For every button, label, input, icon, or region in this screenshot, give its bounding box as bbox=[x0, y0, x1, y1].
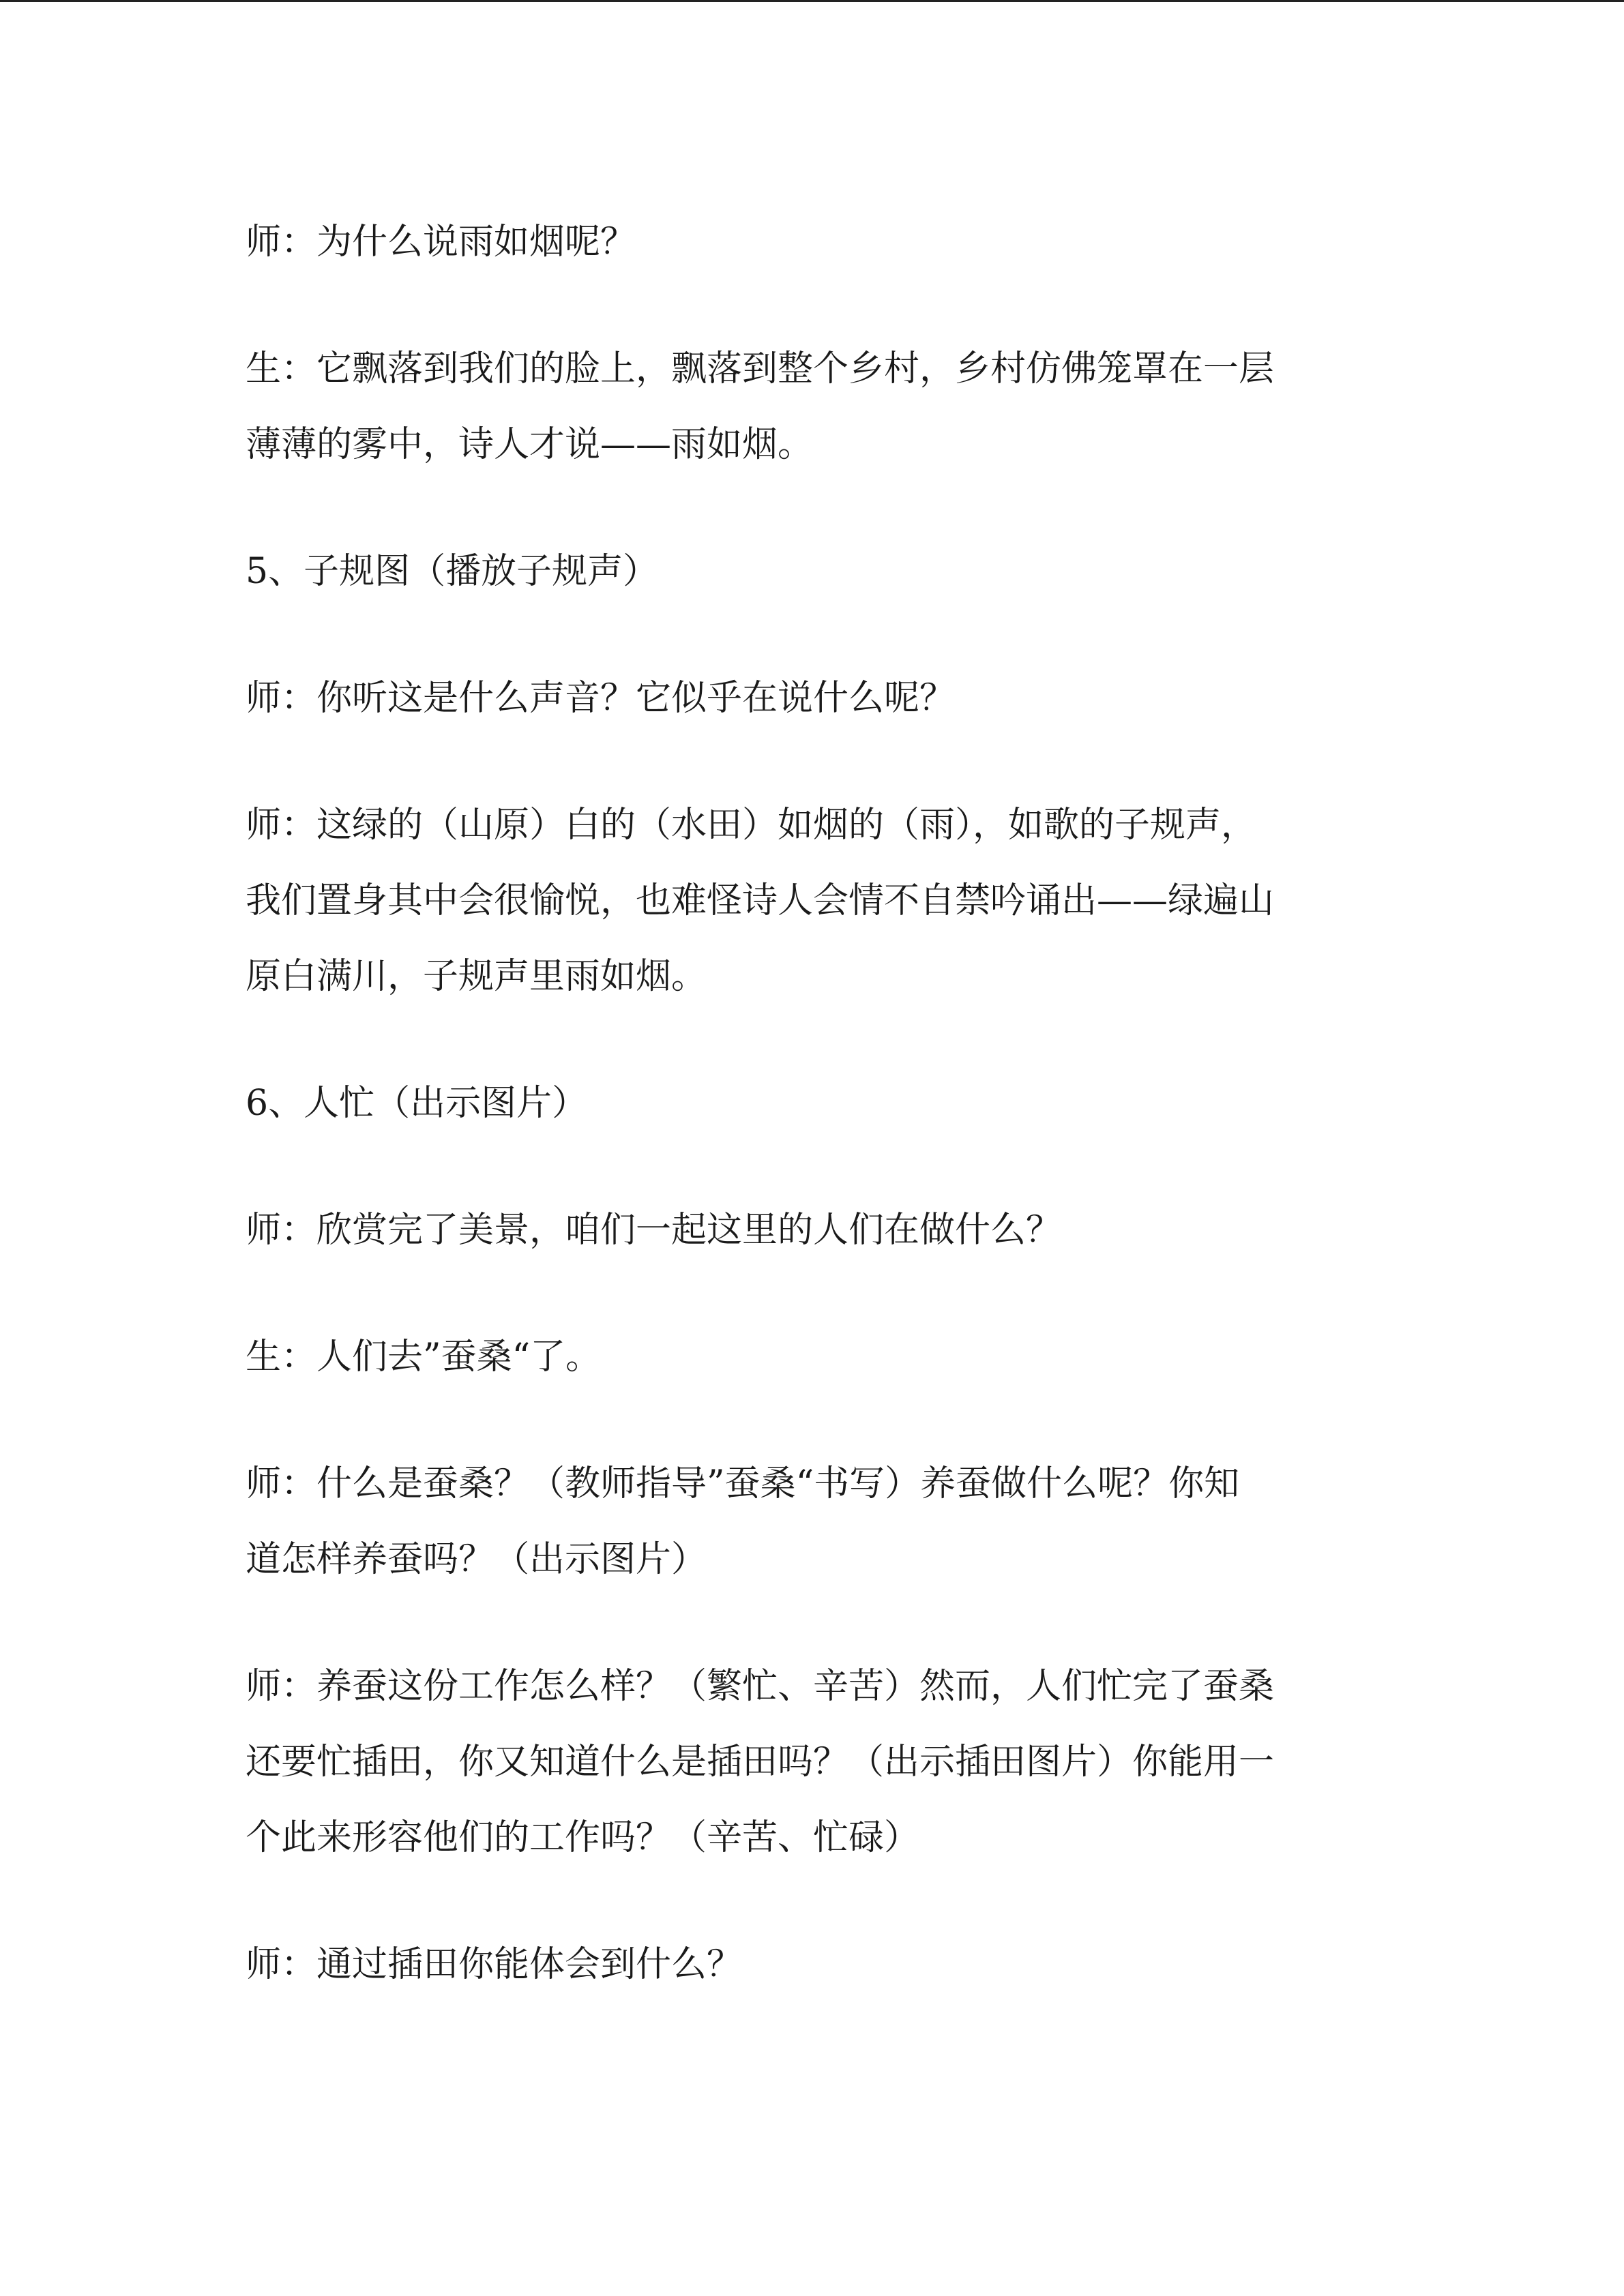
text-line: 师：欣赏完了美景，咱们一起这里的人们在做什么？ bbox=[246, 1210, 1062, 1251]
paragraph bbox=[246, 1320, 1364, 1395]
text-line: 我们置身其中会很愉悦，也难怪诗人会情不自禁吟诵出——绿遍山 bbox=[246, 880, 1275, 921]
paragraph bbox=[246, 661, 1364, 736]
text-line: 6、人忙（出示图片） bbox=[246, 1083, 588, 1124]
text-line: 师：什么是蚕桑？（教师指导”蚕桑“书写）养蚕做什么呢？你知 bbox=[246, 1463, 1240, 1504]
text-line: 师：你听这是什么声音？它似乎在说什么呢？ bbox=[246, 678, 956, 719]
paragraph bbox=[246, 534, 1364, 610]
text-line: 5、子规图（播放子规声） bbox=[246, 551, 659, 592]
text-line: 师：养蚕这份工作怎么样？（繁忙、辛苦）然而，人们忙完了蚕桑 bbox=[246, 1666, 1275, 1707]
text-line: 师：通过插田你能体会到什么？ bbox=[246, 1944, 743, 1985]
document-body bbox=[246, 205, 1364, 2054]
text-line: 道怎样养蚕吗？（出示图片） bbox=[246, 1539, 707, 1580]
top-border-line bbox=[0, 0, 1624, 2]
paragraph bbox=[246, 1649, 1364, 1876]
text-line: 还要忙插田，你又知道什么是插田吗？（出示插田图片）你能用一 bbox=[246, 1742, 1275, 1783]
text-line: 师：这绿的（山原）白的（水田）如烟的（雨），如歌的子规声， bbox=[246, 805, 1257, 846]
paragraph bbox=[246, 331, 1364, 483]
paragraph bbox=[246, 788, 1364, 1015]
paragraph bbox=[246, 205, 1364, 280]
text-line: 薄薄的雾中，诗人才说——雨如烟。 bbox=[246, 424, 814, 465]
paragraph bbox=[246, 1066, 1364, 1142]
text-line: 原白满川，子规声里雨如烟。 bbox=[246, 956, 707, 997]
text-line: 师：为什么说雨如烟呢？ bbox=[246, 222, 636, 263]
text-line: 个此来形容他们的工作吗？（辛苦、忙碌） bbox=[246, 1817, 920, 1858]
text-line: 生：人们去”蚕桑“了。 bbox=[246, 1337, 602, 1377]
paragraph bbox=[246, 1446, 1364, 1598]
paragraph bbox=[246, 1193, 1364, 1268]
paragraph bbox=[246, 1927, 1364, 2003]
text-line: 生：它飘落到我们的脸上，飘落到整个乡村，乡村仿佛笼罩在一层 bbox=[246, 348, 1275, 389]
